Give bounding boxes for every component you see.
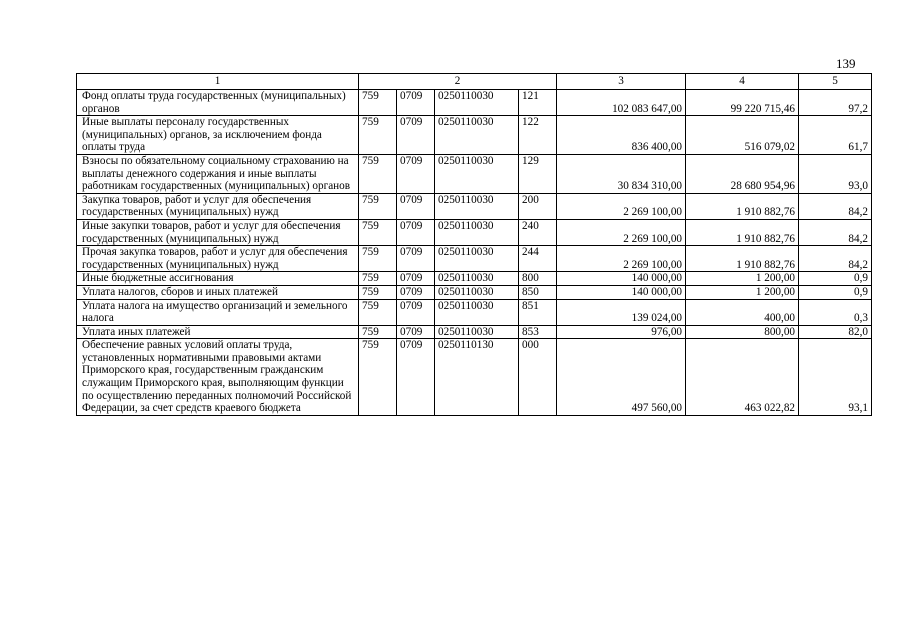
section-code-cell: 0709 [397,325,435,339]
planned-amount-cell: 2 269 100,00 [557,246,686,272]
ministry-code-cell: 759 [359,285,397,299]
percent-cell: 93,0 [799,154,872,193]
section-code-cell: 0709 [397,285,435,299]
ministry-code-cell: 759 [359,219,397,245]
header-cell-4: 4 [686,74,799,90]
planned-amount-cell: 2 269 100,00 [557,219,686,245]
expense-type-cell: 121 [519,90,557,116]
row-name-cell: Уплата налога на имущество организаций и земельного налога [77,299,359,325]
header-cell-3: 3 [557,74,686,90]
row-name-cell: Закупка товаров, работ и услуг для обеспечения государственных (муниципальных) нужд [77,193,359,219]
ministry-code-cell: 759 [359,246,397,272]
row-name-cell: Обеспечение равных условий оплаты труда, установленных нормативными правовыми актами Приморского края, государственным гражданским служащим Приморского края, выполняющим функции по осуществлению переданных полномочий Российской Федерации, за счет средств краевого бюджета [77,339,359,416]
target-article-cell: 0250110030 [435,285,519,299]
percent-cell: 82,0 [799,325,872,339]
header-cell-5: 5 [799,74,872,90]
planned-amount-cell: 139 024,00 [557,299,686,325]
table-row [77,90,872,116]
row-name-cell: Уплата иных платежей [77,325,359,339]
table-row [77,154,872,193]
actual-amount-cell: 1 910 882,76 [686,219,799,245]
actual-amount-cell: 800,00 [686,325,799,339]
percent-cell: 97,2 [799,90,872,116]
actual-amount-cell: 1 910 882,76 [686,193,799,219]
expense-type-cell: 240 [519,219,557,245]
percent-cell: 61,7 [799,116,872,155]
section-code-cell: 0709 [397,246,435,272]
ministry-code-cell: 759 [359,154,397,193]
planned-amount-cell: 2 269 100,00 [557,193,686,219]
percent-cell: 0,3 [799,299,872,325]
percent-cell: 0,9 [799,285,872,299]
expense-type-cell: 800 [519,272,557,286]
expense-type-cell: 122 [519,116,557,155]
actual-amount-cell: 1 910 882,76 [686,246,799,272]
section-code-cell: 0709 [397,116,435,155]
row-name-cell: Иные бюджетные ассигнования [77,272,359,286]
table-row [77,116,872,155]
planned-amount-cell: 30 834 310,00 [557,154,686,193]
expense-type-cell: 000 [519,339,557,416]
table-row [77,272,872,286]
target-article-cell: 0250110030 [435,272,519,286]
page-number: 139 [836,56,856,71]
percent-cell: 0,9 [799,272,872,286]
expense-type-cell: 129 [519,154,557,193]
ministry-code-cell: 759 [359,325,397,339]
expense-type-cell: 850 [519,285,557,299]
row-name-cell: Уплата налогов, сборов и иных платежей [77,285,359,299]
table-row [77,193,872,219]
section-code-cell: 0709 [397,90,435,116]
section-code-cell: 0709 [397,193,435,219]
target-article-cell: 0250110030 [435,325,519,339]
actual-amount-cell: 463 022,82 [686,339,799,416]
row-name-cell: Фонд оплаты труда государственных (муниципальных) органов [77,90,359,116]
actual-amount-cell: 28 680 954,96 [686,154,799,193]
table-row [77,219,872,245]
target-article-cell: 0250110030 [435,299,519,325]
planned-amount-cell: 140 000,00 [557,285,686,299]
actual-amount-cell: 1 200,00 [686,285,799,299]
target-article-cell: 0250110030 [435,90,519,116]
planned-amount-cell: 976,00 [557,325,686,339]
percent-cell: 93,1 [799,339,872,416]
target-article-cell: 0250110030 [435,246,519,272]
ministry-code-cell: 759 [359,272,397,286]
expense-type-cell: 244 [519,246,557,272]
ministry-code-cell: 759 [359,116,397,155]
actual-amount-cell: 99 220 715,46 [686,90,799,116]
header-cell-2: 2 [359,74,557,90]
row-name-cell: Иные выплаты персоналу государственных (муниципальных) органов, за исключением фонда оплаты труда [77,116,359,155]
actual-amount-cell: 516 079,02 [686,116,799,155]
row-name-cell: Иные закупки товаров, работ и услуг для обеспечения государственных (муниципальных) нужд [77,219,359,245]
header-cell-1: 1 [77,74,359,90]
planned-amount-cell: 140 000,00 [557,272,686,286]
ministry-code-cell: 759 [359,299,397,325]
ministry-code-cell: 759 [359,90,397,116]
budget-table [76,73,872,416]
table-row [77,299,872,325]
actual-amount-cell: 400,00 [686,299,799,325]
section-code-cell: 0709 [397,339,435,416]
section-code-cell: 0709 [397,272,435,286]
section-code-cell: 0709 [397,219,435,245]
expense-type-cell: 851 [519,299,557,325]
table-header-row [77,74,872,90]
table-row [77,246,872,272]
table-row [77,325,872,339]
percent-cell: 84,2 [799,246,872,272]
actual-amount-cell: 1 200,00 [686,272,799,286]
target-article-cell: 0250110030 [435,116,519,155]
section-code-cell: 0709 [397,154,435,193]
expense-type-cell: 853 [519,325,557,339]
planned-amount-cell: 102 083 647,00 [557,90,686,116]
planned-amount-cell: 497 560,00 [557,339,686,416]
ministry-code-cell: 759 [359,339,397,416]
table-row [77,285,872,299]
target-article-cell: 0250110030 [435,193,519,219]
target-article-cell: 0250110030 [435,219,519,245]
section-code-cell: 0709 [397,299,435,325]
target-article-cell: 0250110130 [435,339,519,416]
planned-amount-cell: 836 400,00 [557,116,686,155]
row-name-cell: Взносы по обязательному социальному страхованию на выплаты денежного содержания и иные выплаты работникам государственных (муниципальных) органов [77,154,359,193]
percent-cell: 84,2 [799,219,872,245]
percent-cell: 84,2 [799,193,872,219]
expense-type-cell: 200 [519,193,557,219]
row-name-cell: Прочая закупка товаров, работ и услуг для обеспечения государственных (муниципальных) нужд [77,246,359,272]
target-article-cell: 0250110030 [435,154,519,193]
ministry-code-cell: 759 [359,193,397,219]
table-row [77,339,872,416]
